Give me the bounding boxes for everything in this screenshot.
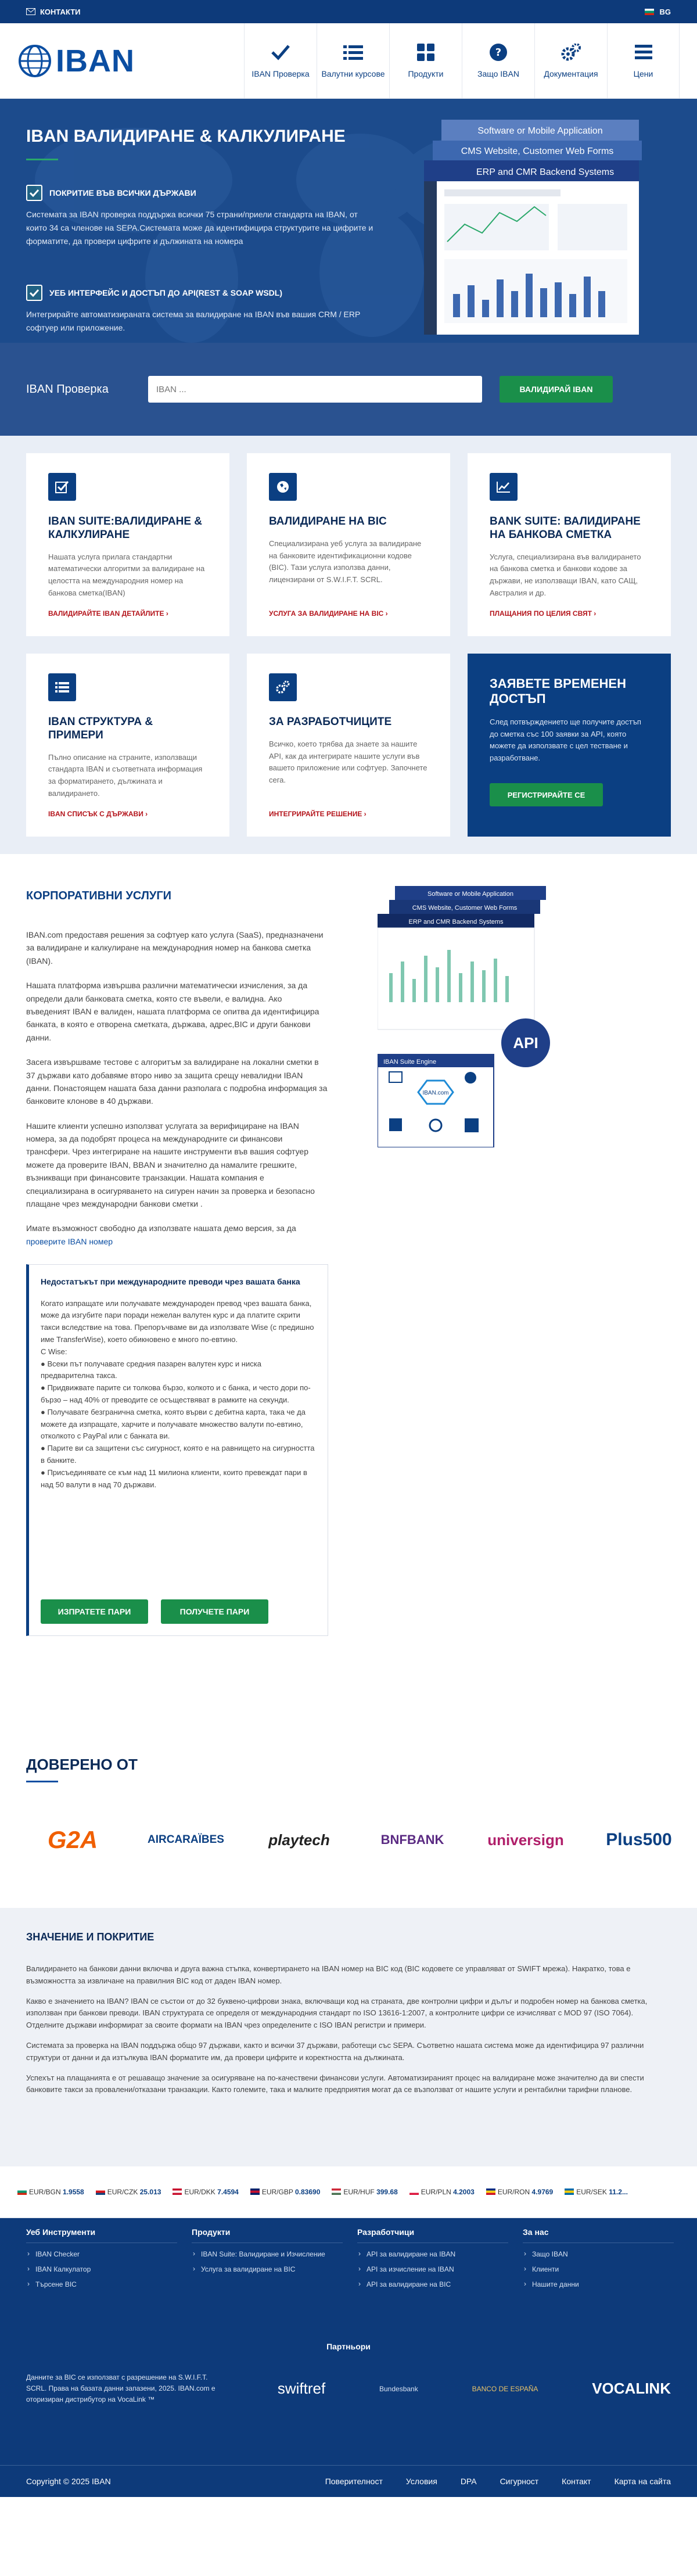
top-bar (0, 0, 697, 23)
card-link[interactable]: ИНТЕГРИРАЙТЕ РЕШЕНИЕ › (269, 810, 367, 818)
service-card-developers (247, 654, 450, 837)
service-card-bic (247, 453, 450, 636)
feature-coverage (26, 185, 375, 248)
footer-link[interactable]: › IBAN Suite: Валидиране и Изчисление (192, 2250, 357, 2258)
client-logo-bnfbank: BNFBANK (380, 1832, 444, 1847)
gears-icon (269, 673, 297, 701)
feature-title: ПОКРИТИЕ ВЪВ ВСИЧКИ ДЪРЖАВИ (49, 188, 196, 198)
nav-label: Защо IBAN (477, 69, 519, 78)
card-link[interactable]: ПЛАЩАНИЯ ПО ЦЕЛИЯ СВЯТ › (490, 609, 597, 618)
nav-pricing[interactable] (607, 23, 680, 99)
footer-link[interactable]: › API за валидиране на BIC (357, 2280, 523, 2288)
validate-iban-button[interactable]: ВАЛИДИРАЙ IBAN (500, 376, 613, 403)
mail-icon (26, 8, 35, 15)
currency-flag-icon (173, 2188, 182, 2195)
rate-item[interactable]: EUR/CZK 25.013 (96, 2188, 161, 2196)
wise-promo-box (26, 1264, 328, 1636)
rate-item[interactable]: EUR/SEK 11.2... (565, 2188, 628, 2196)
exchange-rate-ticker (0, 2166, 697, 2218)
footer-link[interactable]: › IBAN Checker (26, 2250, 192, 2258)
card-desc: Пълно описание на страните, използващи стандарта IBAN и съответната информация за форматирането, дължината и валидирането. (48, 752, 203, 798)
footer-link[interactable]: › API за валидиране на IBAN (357, 2250, 523, 2258)
legal-links (325, 2477, 671, 2486)
iban-check-label: IBAN Проверка (26, 382, 109, 396)
rate-item[interactable]: EUR/PLN 4.2003 (409, 2188, 475, 2196)
footer-link[interactable]: › Нашите данни (523, 2280, 688, 2288)
language-label: BG (659, 7, 671, 16)
svg-text:Software or Mobile Application: Software or Mobile Application (427, 891, 513, 898)
currency-flag-icon (17, 2188, 27, 2195)
section-title: ЗНАЧЕНИЕ И ПОКРИТИЕ (26, 1931, 155, 1943)
register-button[interactable]: РЕГИСТРИРАЙТЕ СЕ (490, 783, 603, 806)
footer-link[interactable]: › Защо IBAN (523, 2250, 688, 2258)
partners-note: Данните за BIC се използват с разрешение на S.W.I.F.T. SCRL. Права на базата данни запазени, 2025. IBAN.com е оторизиран дистрибутор на VocaLink ™ (26, 2373, 215, 2404)
corporate-services-section (0, 854, 697, 1736)
paragraph: Нашата платформа извършва различни математически изчисления, за да определи дали банковата сметка, която сте въвели, е валидна. Ако въведеният IBAN е валиден, нашата платформа се опитва да идентифицира банката, в която е отворена сметката, държава, адрес,BIC и други банкови данни. (26, 981, 319, 1042)
nav-exchange-rates[interactable] (317, 23, 389, 99)
partner-logo-bundesbank: Bundesbank (379, 2384, 418, 2393)
card-link[interactable]: IBAN СПИСЪК С ДЪРЖАВИ › (48, 810, 148, 818)
receive-money-button[interactable]: ПОЛУЧЕТЕ ПАРИ (161, 1599, 268, 1624)
card-desc: Всичко, което трябва да знаете за нашите API, как да интегрирате нашите услуги във вашето приложение или софтуер. Започнете сега. (269, 739, 427, 785)
rate-item[interactable]: EUR/GBP 0.83690 (250, 2188, 321, 2196)
list-icon (48, 673, 76, 701)
site-logo[interactable] (17, 43, 135, 79)
api-architecture-diagram (378, 886, 552, 1147)
svg-text:IBAN.com: IBAN.com (422, 1090, 449, 1096)
client-logo-plus500: Plus500 (606, 1830, 672, 1849)
card-title: ВАЛИДИРАНЕ НА BIC (269, 515, 387, 528)
check-icon (271, 44, 290, 61)
partner-logo-vocalink: VOCALINK (592, 2380, 671, 2398)
card-title: ЗА РАЗРАБОТЧИЦИТЕ (269, 716, 392, 728)
client-logo-aircaraibes: AIRCARAÏBES (148, 1834, 224, 1846)
client-logos (26, 1826, 685, 1854)
card-title: IBAN SUITE:ВАЛИДИРАНЕ & КАЛКУЛИРАНЕ (48, 515, 203, 541)
hero-title: IBAN ВАЛИДИРАНЕ & КАЛКУЛИРАНЕ (26, 127, 346, 146)
currency-flag-icon (486, 2188, 495, 2195)
card-desc: Специализирана уеб услуга за валидиране на банковите идентификационни кодове (BIC). Тази услуга използва данни, лицензирани от S.W.I.F.T. SCRL. (269, 539, 422, 584)
svg-text:CMS Website, Customer Web Form: CMS Website, Customer Web Forms (412, 905, 518, 912)
rate-item[interactable]: EUR/BGN 1.9558 (17, 2188, 84, 2196)
nav-label: Цени (633, 69, 653, 78)
paragraph: Засега извършваме тестове с алгоритъм за валидиране на локални сметки в 37 държави като добавяме второ ниво за защита срещу невалидни IBAN данни. Понастоящем нашата база данни разполага с подробна информация за банковите клонове в 40 държави. (26, 1057, 328, 1106)
feature-desc: Системата за IBAN проверка поддържа всички 75 страни/приели стандарта на IBAN, от които 34 са членове на SEPA.Системата може да идентифицира структурите на цифрите и форматите, да провери цифрите и дължината на номера (26, 210, 373, 246)
card-desc: Услуга, специализирана във валидирането на банкова сметка и банкови кодове за държави, не използващи IBAN, като САЩ, Австралия и др. (490, 552, 641, 597)
nav-label: IBAN Проверка (252, 69, 310, 78)
footer-col-about: За нас › Защо IBAN › Клиенти › Нашите данни (523, 2227, 688, 2288)
currency-flag-icon (96, 2188, 105, 2195)
footer-link[interactable]: › API за изчисление на IBAN (357, 2265, 523, 2273)
mock-label-1: Software or Mobile Application (477, 126, 603, 136)
legal-link[interactable]: DPA (460, 2477, 477, 2486)
feature-desc: Интегрирайте автоматизираната система за валидиране на IBAN във вашия CRM / ERP софтуер или приложение. (26, 310, 361, 333)
hero-title-underline (26, 159, 58, 160)
trial-access-card (468, 654, 671, 837)
footer-link[interactable]: › Услуга за валидиране на BIC (192, 2265, 357, 2273)
iban-input[interactable] (148, 376, 482, 403)
card-link[interactable]: ВАЛИДИРАЙТЕ IBAN ДЕТАЙЛИТЕ › (48, 609, 168, 618)
language-selector[interactable] (645, 8, 671, 16)
checkmark-icon (26, 285, 42, 301)
nav-iban-check[interactable] (244, 23, 317, 99)
mock-label-3: ERP and CMR Backend Systems (476, 167, 615, 177)
checkbox-icon (48, 473, 76, 501)
partner-logo-banco-espana: BANCO DE ESPAÑA (472, 2384, 538, 2393)
question-icon (490, 44, 507, 61)
send-money-button[interactable]: ИЗПРАТЕТЕ ПАРИ (41, 1599, 148, 1624)
svg-text:?: ? (495, 46, 502, 59)
paragraph: Какво е значението на IBAN? IBAN се състои от до 32 буквено-цифрови знака, включващи код на страната, две контролни цифри и дълъг и подробен номер на банкова сметка, използван при банкови преводи. IBAN структурата се определя от международния стандарт по ISO 13616-1:2007, а контролните цифри се изчисляват с MOD 97 (ISO 7064). Отделните държави информират за своите формати на IBAN чрез определените с ISO IBAN регистри и примери. (26, 1996, 648, 2030)
main-nav (244, 23, 680, 99)
currency-flag-icon (409, 2188, 419, 2195)
trial-desc: След потвърждението ще получите достъп до сметка със 100 заявки за API, която можете да използвате с цел тестване и разработване. (490, 717, 641, 763)
paragraph: IBAN.com предоставя решения за софтуер като услуга (SaaS), предназначени за валидиране и калкулиране на международния номер на банкова сметка (IBAN). (26, 930, 324, 966)
nav-products[interactable] (389, 23, 462, 99)
paragraph: Системата за проверка на IBAN поддържа общо 97 държави, както и всички 37 държави, работещи със SEPA. Съответно нашата система може да идентифицира 97 различни структури от данни и да изтълкува IBAN форматите им, да провери цифрите и коректността на дължината. (26, 2040, 644, 2062)
logo-text: IBAN (56, 43, 135, 78)
currency-flag-icon (332, 2188, 341, 2195)
service-card-bank-suite (468, 453, 671, 636)
globe-icon (269, 473, 297, 501)
nav-label: Продукти (408, 69, 444, 78)
contact-label: КОНТАКТИ (40, 7, 81, 16)
trial-title: ЗАЯВЕТЕ ВРЕМЕНЕН ДОСТЪП (490, 676, 626, 706)
paragraph: Имате възможност свободно да използвате нашата демо версия, за да проверите IBAN номер (26, 1224, 296, 1246)
gears-icon (561, 44, 581, 61)
legal-link[interactable]: Карта на сайта (614, 2477, 671, 2486)
check-iban-link[interactable]: проверите IBAN номер (26, 1236, 113, 1246)
chart-icon (490, 473, 518, 501)
card-title: IBAN СТРУКТУРА & ПРИМЕРИ (48, 716, 153, 741)
checkmark-icon (26, 185, 42, 201)
mock-label-2: CMS Website, Customer Web Forms (461, 146, 614, 156)
paragraph: Нашите клиенти успешно използват услугата за верифициране на IBAN номера, за да подобрят процеса на международните си финансови трансфери. Чрез интегриране на нашите инструменти във вашия софтуер можете да проверите IBAN, BBAN и значително да намалите грешките, възникващи при финансовите транзакции. Нашата компания е специализирана в осигуряването на сигурен начин за проверка и безопасно плащане чрез международни банкови сметки . (26, 1121, 315, 1209)
footer-col-products: Продукти › IBAN Suite: Валидиране и Изчисление › Услуга за валидиране на BIC (192, 2227, 357, 2288)
client-logo-g2a: G2A (47, 1826, 98, 1853)
feature-api (26, 285, 375, 335)
footer-col-tools: Уеб Инструменти › IBAN Checker › IBAN Калкулатор › Търсене BIC (26, 2227, 192, 2288)
card-desc: Нашата услуга прилага стандартни математически алгоритми за валидиране на целостта на международния номер на банкова сметка(IBAN) (48, 552, 205, 597)
svg-text:IBAN Suite Engine: IBAN Suite Engine (383, 1059, 437, 1065)
contact-link[interactable] (26, 8, 81, 16)
nav-label: Документация (544, 69, 598, 78)
svg-text:API: API (513, 1034, 538, 1052)
services-section (0, 436, 697, 854)
pricelist-icon (635, 44, 652, 61)
wise-title: Недостатъкът при международните преводи чрез вашата банка (41, 1277, 300, 1287)
service-card-iban-structure (26, 654, 229, 837)
trusted-by-section (0, 1736, 697, 1908)
footer-link[interactable]: › Търсене BIC (26, 2280, 192, 2288)
client-logo-playtech: playtech (268, 1831, 330, 1849)
site-footer (0, 2218, 697, 2497)
nav-label: Валутни курсове (321, 69, 385, 78)
rate-item[interactable]: EUR/DKK 7.4594 (173, 2188, 238, 2196)
legal-link[interactable]: Контакт (562, 2477, 591, 2486)
partners-title: Партньори (326, 2342, 371, 2351)
section-title: ДОВЕРЕНО ОТ (26, 1756, 138, 1773)
footer-col-developers: Разработчици › API за валидиране на IBAN › API за изчисление на IBAN › API за валидиране на BIC (357, 2227, 523, 2288)
paragraph: Валидирането на банкови данни включва и друга важна стъпка, конвертирането на IBAN номер на BIC код (BIC кодовете се управляват от SWIFT мрежа). Накратко, това е възможността за извличане на правилния BIC код от даден IBAN номер. (26, 1964, 631, 1985)
list-icon (343, 44, 363, 61)
bg-flag-icon (645, 9, 654, 15)
footer-link[interactable]: › IBAN Калкулатор (26, 2265, 192, 2273)
partners-row (26, 2372, 671, 2406)
rate-item[interactable]: EUR/RON 4.9769 (486, 2188, 553, 2196)
nav-documentation[interactable] (534, 23, 607, 99)
globe-logo-icon (17, 44, 52, 78)
card-title: BANK SUITE: ВАЛИДИРАНЕ НА БАНКОВА СМЕТКА (490, 515, 641, 541)
wise-body: Когато изпращате или получавате международен превод чрез вашата банка, може да изгубите пари поради нежелан валутен курс и да платите скрити такси вследствие на това. Препоръчваме ви да използвате Wise (с предишно име TransferWise), което обикновено е много по-евтино. С Wise: ● Всеки път получавате средния пазарен валутен курс и ниска предварителна такса. ● Придвижвате парите си толкова бързо, колкото и с банка, и често дори по-бързо – над 40% от преводите се осъществяват в рамките на секунди. ● Получавате безгранична сметка, която върви с дебитна карта, така че да можете да изпращате, харчите и получавате множество валути по-евтино, отколкото с PayPal или с банката ви. ● Парите ви са защитени със сигурност, която е на равнището на сигурността в банките. ● Присъединявате се към над 11 милиона клиенти, които превеждат пари в над 50 валути в над 70 държави. (41, 1298, 315, 1489)
rate-item[interactable]: EUR/HUF 399.68 (332, 2188, 397, 2196)
title-underline (26, 1781, 58, 1782)
dashboard-mockup-image (418, 120, 662, 335)
footer-bottom-bar (0, 2465, 697, 2497)
meaning-coverage-section (0, 1908, 697, 2166)
currency-flag-icon (250, 2188, 260, 2195)
partner-logo-swiftref: swiftref (277, 2380, 326, 2398)
svg-text:ERP and CMR Backend Systems: ERP and CMR Backend Systems (408, 919, 504, 925)
grid-icon (417, 44, 434, 61)
footer-columns (26, 2218, 671, 2288)
client-logo-universign: universign (487, 1831, 564, 1849)
legal-link[interactable]: Условия (405, 2477, 437, 2486)
feature-title: УЕБ ИНТЕРФЕЙС И ДОСТЪП ДО API(REST & SOAP WSDL) (49, 288, 282, 297)
copyright: Copyright © 2025 IBAN (26, 2477, 111, 2486)
card-link[interactable]: УСЛУГА ЗА ВАЛИДИРАНЕ НА BIC › (269, 609, 388, 618)
hero-section (0, 99, 697, 343)
service-card-iban-suite (26, 453, 229, 636)
iban-check-bar (0, 343, 697, 436)
nav-why-iban[interactable] (462, 23, 534, 99)
paragraph: Успехът на плащанията е от решаващо значение за осигуряване на по-качествени финансови услуги. Автоматизираният процес на валидиране може значително да ви спести банковите такси за провалени/отказани транзакции. Както големите, така и малките предприятия могат да се възползват от нашите услуги и рентабилни тарифни планове. (26, 2073, 644, 2094)
corporate-text (26, 887, 328, 1636)
footer-link[interactable]: › Клиенти (523, 2265, 688, 2273)
legal-link[interactable]: Поверителност (325, 2477, 383, 2486)
legal-link[interactable]: Сигурност (500, 2477, 539, 2486)
site-header (0, 23, 697, 99)
currency-flag-icon (565, 2188, 574, 2195)
section-title: КОРПОРАТИВНИ УСЛУГИ (26, 889, 172, 902)
